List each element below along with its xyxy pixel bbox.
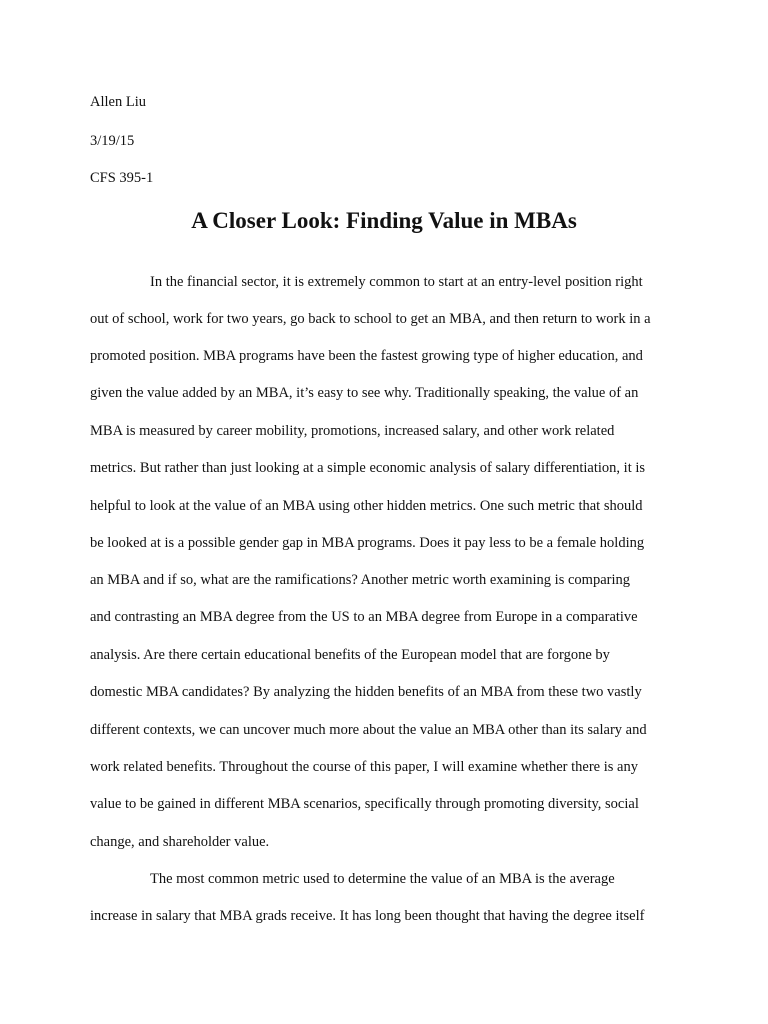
paragraph-line: work related benefits. Throughout the course of this paper, I will examine whether there is any	[90, 759, 638, 775]
document-title: A Closer Look: Finding Value in MBAs	[191, 208, 577, 233]
paragraph-line: and contrasting an MBA degree from the US to an MBA degree from Europe in a comparative	[90, 609, 638, 625]
paragraph-line: metrics. But rather than just looking at a simple economic analysis of salary differentiation, it is	[90, 460, 646, 476]
paragraph-line: change, and shareholder value.	[90, 834, 270, 850]
paragraph-line: helpful to look at the value of an MBA using other hidden metrics. One such metric that should	[90, 498, 643, 514]
author-name: Allen Liu	[90, 94, 146, 110]
paragraph-line: MBA is measured by career mobility, promotions, increased salary, and other work related	[90, 423, 615, 439]
paragraph-line: In the financial sector, it is extremely common to start at an entry-level position right	[150, 274, 643, 290]
course-code: CFS 395-1	[90, 170, 154, 186]
paragraph-line: be looked at is a possible gender gap in MBA programs. Does it pay less to be a female holding	[90, 535, 645, 551]
paragraph-line: increase in salary that MBA grads receive. It has long been thought that having the degree itself	[90, 908, 645, 924]
paragraph-line: out of school, work for two years, go back to school to get an MBA, and then return to work in a	[90, 311, 651, 327]
paragraph-line: different contexts, we can uncover much more about the value an MBA other than its salary and	[90, 722, 647, 738]
paragraph-line: value to be gained in different MBA scenarios, specifically through promoting diversity, social	[90, 796, 639, 812]
paragraph-line: domestic MBA candidates? By analyzing the hidden benefits of an MBA from these two vastly	[90, 684, 642, 700]
paragraph-line: analysis. Are there certain educational benefits of the European model that are forgone by	[90, 647, 610, 663]
paragraph-line: The most common metric used to determine the value of an MBA is the average	[150, 871, 615, 887]
paragraph-line: an MBA and if so, what are the ramifications? Another metric worth examining is comparing	[90, 572, 630, 588]
paragraph-line: promoted position. MBA programs have been the fastest growing type of higher education, and	[90, 348, 643, 364]
document-date: 3/19/15	[90, 133, 135, 149]
paragraph-line: given the value added by an MBA, it’s easy to see why. Traditionally speaking, the value of an	[90, 385, 639, 401]
